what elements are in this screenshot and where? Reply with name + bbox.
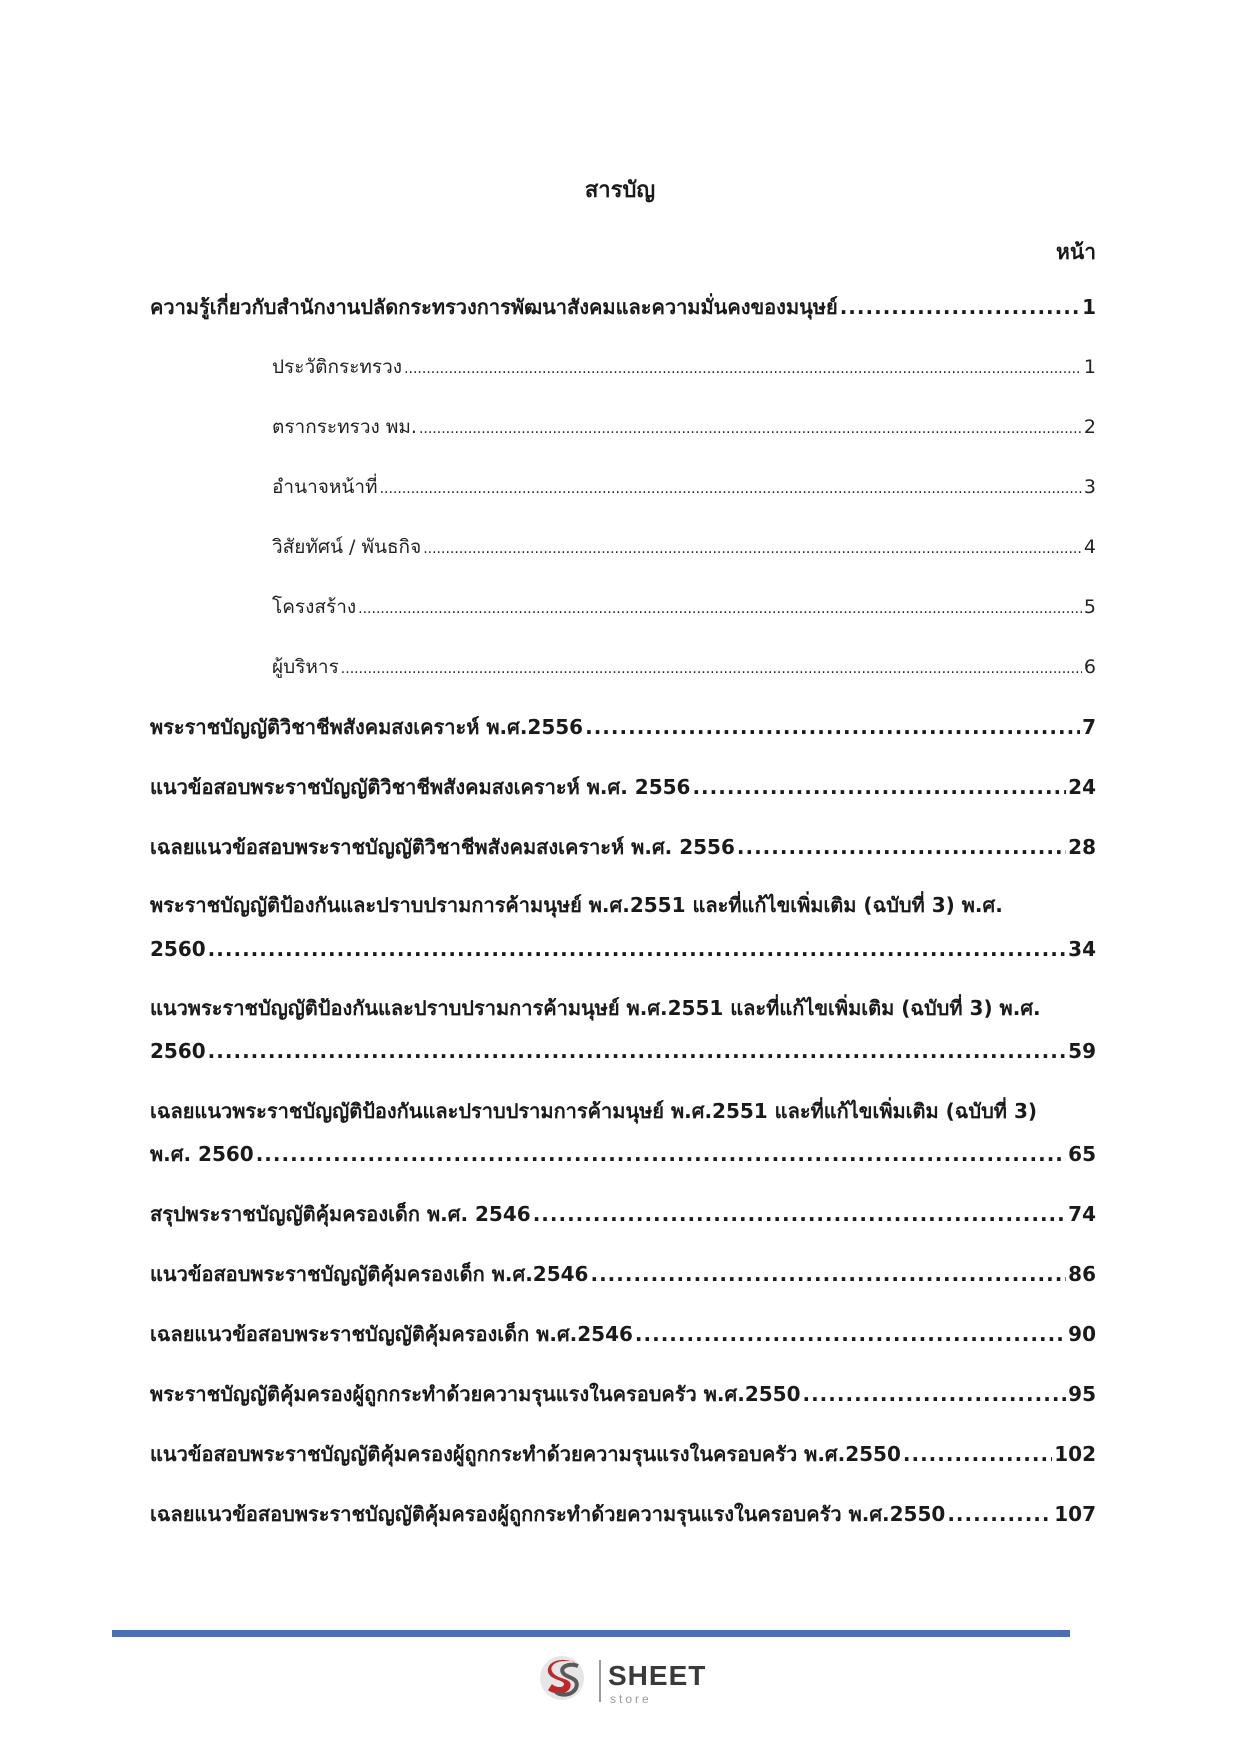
toc-leader — [802, 1379, 1066, 1409]
toc-entry[interactable] — [150, 1036, 1096, 1066]
toc-subentry[interactable] — [272, 412, 1096, 444]
toc-entry[interactable] — [150, 1199, 1096, 1229]
page-title: สารบัญ — [584, 178, 656, 203]
toc-subentry[interactable] — [272, 652, 1096, 684]
toc-entry-title: สรุปพระราชบัญญัติคุ้มครองเด็ก พ.ศ. 2546 — [150, 1202, 531, 1226]
toc-subentry[interactable] — [272, 352, 1096, 384]
toc-entry-title: แนวข้อสอบพระราชบัญญัติคุ้มครองผู้ถูกกระทำด้วยความรุนแรงในครอบครัว พ.ศ.2550 — [150, 1442, 901, 1466]
toc-entry-title: อำนาจหน้าที่ — [272, 476, 378, 498]
toc-entry-title: วิสัยทัศน์ / พันธกิจ — [272, 536, 422, 558]
toc-entry[interactable] — [150, 1379, 1096, 1409]
toc-entry-title: 2560 — [150, 1039, 206, 1063]
toc-leader — [840, 292, 1080, 322]
toc-leader — [585, 712, 1080, 742]
toc-entry-page: 34 — [1068, 937, 1096, 961]
toc-leader — [208, 1036, 1066, 1066]
toc-entry-page: 7 — [1082, 715, 1096, 739]
toc-entry-page: 65 — [1068, 1142, 1096, 1166]
toc-entry-page: 102 — [1054, 1442, 1096, 1466]
toc-entry-title: เฉลยแนวข้อสอบพระราชบัญญัติคุ้มครองผู้ถูกกระทำด้วยความรุนแรงในครอบครัว พ.ศ.2550 — [150, 1502, 946, 1526]
toc-entry-title-line1[interactable]: พระราชบัญญัติป้องกันและปราบปรามการค้ามนุษย์ พ.ศ.2551 และที่แก้ไขเพิ่มเติม (ฉบับที่ 3) พ.ศ. — [150, 893, 1003, 917]
toc-entry-title: ความรู้เกี่ยวกับสำนักงานปลัดกระทรวงการพัฒนาสังคมและความมั่นคงของมนุษย์ — [150, 295, 838, 319]
toc-entry-title: พระราชบัญญัติคุ้มครองผู้ถูกกระทำด้วยความรุนแรงในครอบครัว พ.ศ.2550 — [150, 1382, 801, 1406]
toc-entry-page: 90 — [1068, 1322, 1096, 1346]
toc-leader — [947, 1499, 1052, 1529]
toc-subentry[interactable] — [272, 472, 1096, 504]
toc-entry-page: 86 — [1068, 1262, 1096, 1286]
toc-leader — [404, 354, 1082, 384]
toc-entry-title: ตรากระทรวง พม. — [272, 416, 417, 438]
toc-entry-page: 24 — [1068, 775, 1096, 799]
toc-entry-page: 1 — [1083, 356, 1096, 378]
toc-entry-page: 4 — [1083, 536, 1096, 558]
toc-leader — [533, 1199, 1066, 1229]
toc-entry-page: 5 — [1083, 596, 1096, 618]
toc-entry-page: 6 — [1083, 656, 1096, 678]
toc-entry-page: 95 — [1068, 1382, 1096, 1406]
toc-entry[interactable] — [150, 1499, 1096, 1529]
footer-divider — [112, 1630, 1070, 1637]
logo-wordmark: SHEET — [608, 1660, 707, 1691]
toc-entry-page: 74 — [1068, 1202, 1096, 1226]
toc-leader — [590, 1259, 1066, 1289]
logo-subtext: store — [610, 1692, 652, 1706]
toc-entry-title-line1[interactable]: เฉลยแนวพระราชบัญญัติป้องกันและปราบปรามการค้ามนุษย์ พ.ศ.2551 และที่แก้ไขเพิ่มเติม (ฉบับที่ 3) — [150, 1099, 1038, 1123]
toc-subentry[interactable] — [272, 532, 1096, 564]
toc-entry-title: โครงสร้าง — [272, 596, 357, 618]
toc-entry-title: ผู้บริหาร — [272, 656, 339, 678]
toc-entry-title: แนวข้อสอบพระราชบัญญัติวิชาชีพสังคมสงเคราะห์ พ.ศ. 2556 — [150, 775, 691, 799]
toc-entry-page: 2 — [1083, 416, 1096, 438]
toc-leader — [419, 414, 1082, 444]
toc-leader — [903, 1439, 1052, 1469]
toc-entry-page: 3 — [1083, 476, 1096, 498]
toc-entry-page: 59 — [1068, 1039, 1096, 1063]
toc-leader — [208, 934, 1066, 964]
toc-entry-page: 107 — [1054, 1502, 1096, 1526]
toc-entry[interactable] — [150, 292, 1096, 322]
toc-leader — [635, 1319, 1066, 1349]
toc-entry[interactable] — [150, 1319, 1096, 1349]
toc-entry-title: เฉลยแนวข้อสอบพระราชบัญญัติคุ้มครองเด็ก พ.ศ.2546 — [150, 1322, 633, 1346]
toc-entry-title: ประวัติกระทรวง — [272, 356, 403, 378]
toc-entry-page: 28 — [1068, 835, 1096, 859]
toc-leader — [423, 534, 1082, 564]
toc-entry[interactable] — [150, 1439, 1096, 1469]
toc-entry-page: 1 — [1082, 295, 1096, 319]
toc-leader — [341, 654, 1082, 684]
toc-entry-title-line1[interactable]: แนวพระราชบัญญัติป้องกันและปราบปรามการค้ามนุษย์ พ.ศ.2551 และที่แก้ไขเพิ่มเติม (ฉบับที่ 3) พ.ศ. — [150, 996, 1041, 1020]
toc-entry-title: พ.ศ. 2560 — [150, 1142, 254, 1166]
toc-leader — [737, 832, 1066, 862]
toc-entry-title: เฉลยแนวข้อสอบพระราชบัญญัติวิชาชีพสังคมสงเคราะห์ พ.ศ. 2556 — [150, 835, 735, 859]
toc-entry[interactable] — [150, 934, 1096, 964]
toc-leader — [256, 1139, 1066, 1169]
toc-entry[interactable] — [150, 772, 1096, 802]
toc-subentry[interactable] — [272, 592, 1096, 624]
toc-leader — [358, 594, 1082, 624]
toc-entry-title: พระราชบัญญัติวิชาชีพสังคมสงเคราะห์ พ.ศ.2556 — [150, 715, 584, 739]
toc-entry-title: แนวข้อสอบพระราชบัญญัติคุ้มครองเด็ก พ.ศ.2546 — [150, 1262, 589, 1286]
toc-entry[interactable] — [150, 712, 1096, 742]
toc-entry-title: 2560 — [150, 937, 206, 961]
toc-leader — [380, 474, 1082, 504]
toc-entry[interactable] — [150, 1139, 1096, 1169]
page-column-header: หน้า — [1056, 240, 1096, 264]
toc-entry[interactable] — [150, 1259, 1096, 1289]
toc-entry[interactable] — [150, 832, 1096, 862]
logo-separator — [599, 1660, 601, 1702]
toc-leader — [692, 772, 1066, 802]
